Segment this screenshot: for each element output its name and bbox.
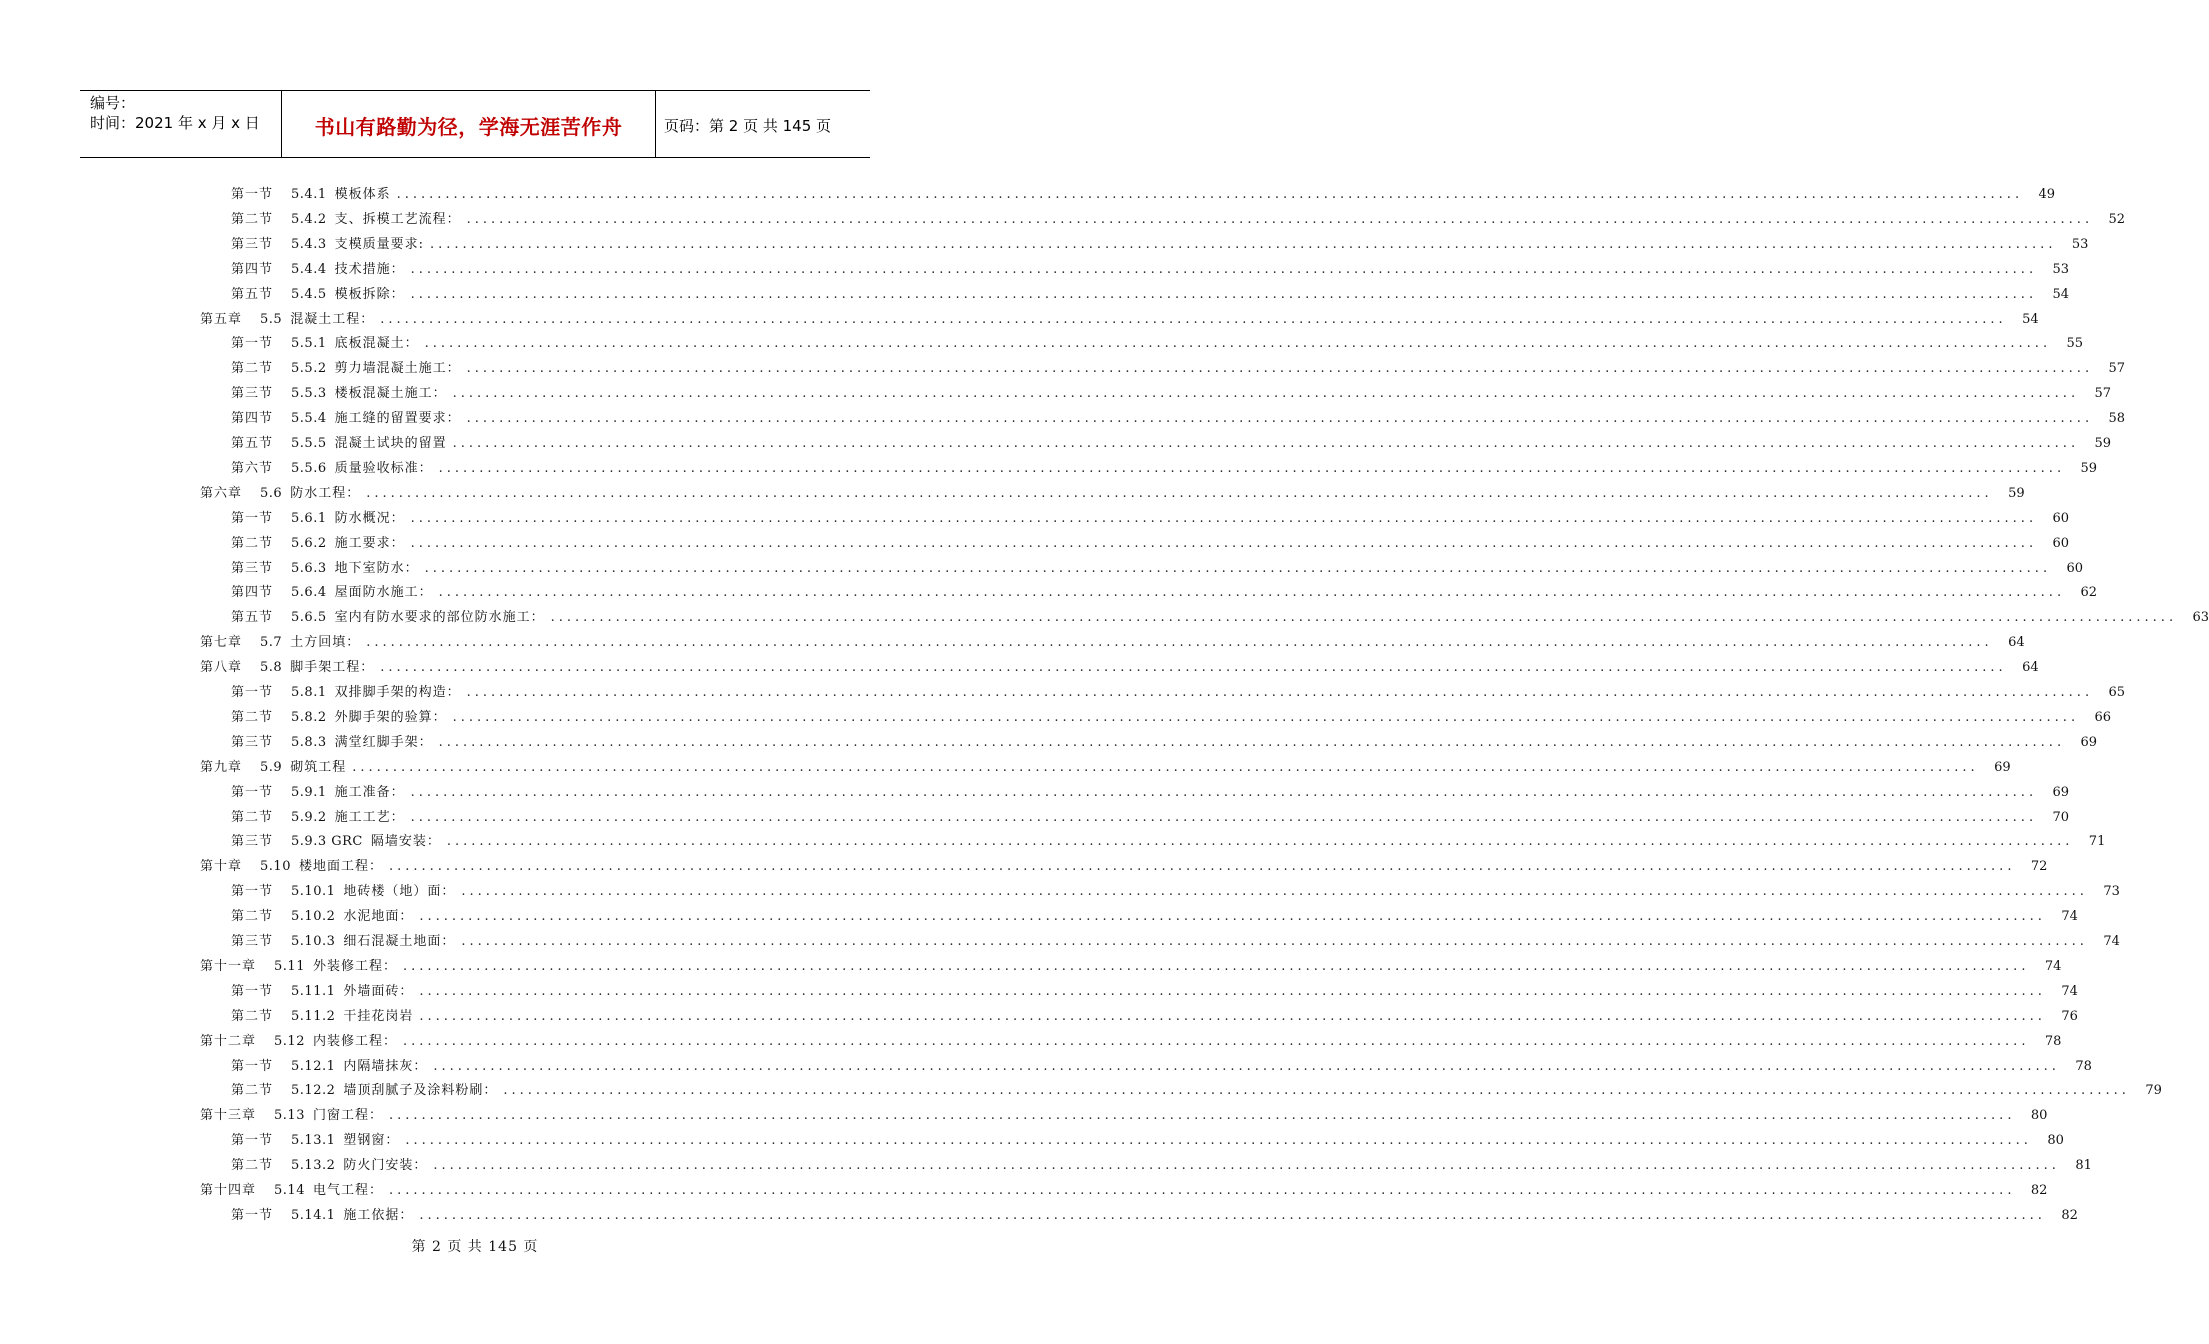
toc-entry[interactable] bbox=[231, 583, 2098, 603]
toc-entry-label: 第二节 bbox=[231, 1158, 274, 1174]
toc-entry-title: 地砖楼（地）面： bbox=[343, 884, 456, 900]
toc-entry-page: 74 bbox=[2044, 958, 2062, 974]
toc-entry[interactable] bbox=[231, 733, 2098, 753]
toc-entry-number: 5.11.1 bbox=[291, 983, 336, 999]
header-top-rule bbox=[80, 90, 870, 91]
toc-entry-title: 满堂红脚手架： bbox=[334, 734, 433, 750]
toc-entry-number: 5.12 bbox=[274, 1033, 305, 1049]
toc-entry-label: 第八章 bbox=[200, 660, 243, 676]
toc-dot-leader: ........................................................................................................................................................................................................ bbox=[461, 934, 2088, 949]
toc-entry-label: 第五节 bbox=[231, 436, 274, 451]
toc-entry-number: 5.12.1 bbox=[291, 1058, 336, 1074]
toc-entry-page: 49 bbox=[2038, 187, 2056, 202]
toc-entry[interactable] bbox=[231, 534, 2070, 554]
toc-entry-label: 第一节 bbox=[231, 1133, 274, 1149]
toc-entry[interactable] bbox=[231, 708, 2112, 728]
toc-entry-page: 81 bbox=[2075, 1158, 2092, 1174]
toc-entry-page: 78 bbox=[2075, 1058, 2092, 1074]
toc-entry-title: 内装修工程： bbox=[312, 1033, 397, 1049]
toc-entry-number: 5.12.2 bbox=[291, 1083, 336, 1099]
toc-entry[interactable] bbox=[231, 409, 2126, 429]
toc-entry-label: 第四节 bbox=[231, 411, 274, 427]
toc-dot-leader: ........................................................................................................................................................................................................ bbox=[424, 336, 2052, 352]
toc-entry[interactable] bbox=[231, 982, 2078, 1002]
toc-entry-number: 5.10.1 bbox=[291, 884, 336, 900]
toc-entry-label: 第五节 bbox=[231, 286, 274, 302]
toc-dot-leader: ........................................................................................................................................................................................................ bbox=[402, 958, 2030, 974]
toc-entry-number: 5.5.3 bbox=[291, 386, 327, 402]
toc-dot-leader: ........................................................................................................................................................................................................ bbox=[452, 709, 2080, 725]
toc-entry[interactable] bbox=[231, 1081, 2162, 1101]
toc-entry[interactable] bbox=[231, 260, 2070, 280]
toc-dot-leader: ........................................................................................................................................................................................................ bbox=[366, 485, 1993, 501]
toc-entry-label: 第一节 bbox=[231, 1058, 274, 1074]
toc-entry-title: 混凝土工程： bbox=[290, 311, 375, 327]
toc-entry-title: 外装修工程： bbox=[312, 958, 397, 974]
toc-entry-page: 60 bbox=[2066, 560, 2084, 576]
toc-entry-label: 第一节 bbox=[231, 187, 274, 202]
toc-dot-leader: ........................................................................................................................................................................................................ bbox=[452, 386, 2080, 402]
toc-entry-page: 64 bbox=[2008, 635, 2025, 651]
toc-entry-title: 塑钢窗： bbox=[343, 1133, 400, 1149]
toc-entry[interactable] bbox=[231, 434, 2112, 454]
toc-entry[interactable] bbox=[231, 608, 2209, 628]
toc-entry-label: 第二节 bbox=[231, 1083, 274, 1099]
toc-entry-number: 5.9.2 bbox=[291, 809, 327, 825]
toc-entry-label: 第四节 bbox=[231, 585, 274, 601]
toc-entry-title: 干挂花岗岩 bbox=[343, 1008, 414, 1024]
toc-entry-number: 5.4.4 bbox=[291, 261, 327, 277]
toc-entry-label: 第一节 bbox=[231, 685, 274, 700]
toc-entry-page: 63 bbox=[2192, 610, 2209, 626]
toc-entry-number: 5.5.4 bbox=[291, 411, 327, 427]
toc-dot-leader: ........................................................................................................................................................................................................ bbox=[410, 784, 2038, 800]
toc-dot-leader: ........................................................................................................................................................................................................ bbox=[410, 510, 2038, 526]
toc-entry[interactable] bbox=[231, 932, 2120, 952]
toc-dot-leader: ........................................................................................................................................................................................................ bbox=[380, 311, 2007, 327]
toc-dot-leader: ........................................................................................................................................................................................................ bbox=[410, 809, 2038, 825]
toc-entry-label: 第二节 bbox=[231, 809, 274, 825]
toc-entry-title: 双排脚手架的构造： bbox=[334, 685, 461, 700]
toc-entry-title: 屋面防水施工： bbox=[334, 585, 433, 601]
toc-entry[interactable] bbox=[200, 310, 2039, 330]
toc-entry-page: 74 bbox=[2061, 909, 2078, 925]
toc-entry-title: 底板混凝土： bbox=[334, 336, 419, 352]
toc-entry-label: 第一节 bbox=[231, 784, 274, 800]
toc-entry-label: 第二节 bbox=[231, 709, 274, 725]
toc-dot-leader: ........................................................................................................................................................................................................ bbox=[466, 211, 2094, 227]
toc-entry-page: 69 bbox=[2080, 734, 2098, 750]
toc-entry-number: 5.11.2 bbox=[291, 1008, 336, 1024]
toc-dot-leader: ........................................................................................................................................................................................................ bbox=[410, 261, 2038, 277]
toc-entry[interactable] bbox=[231, 334, 2084, 354]
toc-entry-page: 74 bbox=[2061, 983, 2078, 999]
toc-dot-leader: ........................................................................................................................................................................................................ bbox=[388, 1108, 2016, 1124]
toc-entry-title: 技术措施： bbox=[334, 261, 405, 277]
toc-dot-leader: ........................................................................................................................................................................................................ bbox=[452, 436, 2080, 451]
toc-entry-title: 支、拆模工艺流程： bbox=[334, 211, 461, 227]
toc-entry-title: 楼地面工程： bbox=[298, 859, 383, 875]
toc-dot-leader: ........................................................................................................................................................................................................ bbox=[433, 1158, 2060, 1174]
toc-entry-page: 72 bbox=[2030, 859, 2048, 875]
toc-entry-number: 5.14.1 bbox=[291, 1207, 336, 1223]
toc-entry-page: 59 bbox=[2080, 460, 2098, 476]
toc-dot-leader: ........................................................................................................................................................................................................ bbox=[419, 1008, 2046, 1024]
toc-dot-leader: ........................................................................................................................................................................................................ bbox=[419, 909, 2046, 925]
toc-entry-page: 58 bbox=[2108, 411, 2126, 427]
toc-entry[interactable] bbox=[200, 1181, 2048, 1201]
toc-entry-page: 69 bbox=[2052, 784, 2070, 800]
toc-entry-label: 第二节 bbox=[231, 211, 274, 227]
toc-entry-title: 支模质量要求: bbox=[334, 236, 424, 252]
toc-entry-label: 第十三章 bbox=[200, 1108, 257, 1124]
toc-entry-title: 防水工程： bbox=[290, 485, 361, 501]
toc-entry-label: 第二节 bbox=[231, 535, 274, 551]
toc-dot-leader: ........................................................................................................................................................................................................ bbox=[352, 759, 1979, 775]
toc-dot-leader: ........................................................................................................................................................................................................ bbox=[410, 535, 2038, 551]
toc-entry-page: 55 bbox=[2066, 336, 2084, 352]
toc-dot-leader: ........................................................................................................................................................................................................ bbox=[466, 411, 2094, 427]
toc-entry-number: 5.10.2 bbox=[291, 909, 336, 925]
toc-entry-label: 第六节 bbox=[231, 460, 274, 476]
toc-entry-label: 第三节 bbox=[231, 734, 274, 750]
toc-entry[interactable] bbox=[200, 857, 2048, 877]
toc-entry-page: 73 bbox=[2103, 884, 2120, 900]
toc-entry[interactable] bbox=[231, 882, 2120, 902]
toc-entry-label: 第一节 bbox=[231, 884, 274, 900]
toc-entry-number: 5.14 bbox=[274, 1183, 305, 1198]
toc-entry-label: 第三节 bbox=[231, 834, 274, 850]
toc-dot-leader: ........................................................................................................................................................................................................ bbox=[419, 983, 2046, 999]
toc-entry-label: 第七章 bbox=[200, 635, 243, 651]
toc-entry-label: 第二节 bbox=[231, 909, 274, 925]
toc-entry-label: 第四节 bbox=[231, 261, 274, 277]
toc-entry[interactable] bbox=[231, 235, 2089, 255]
toc-entry[interactable] bbox=[231, 1131, 2064, 1151]
toc-entry[interactable] bbox=[231, 210, 2126, 230]
toc-dot-leader: ........................................................................................................................................................................................................ bbox=[461, 884, 2088, 900]
toc-entry-title: 水泥地面： bbox=[343, 909, 414, 925]
toc-entry-title: 门窗工程： bbox=[312, 1108, 383, 1124]
toc-entry-page: 59 bbox=[2008, 485, 2025, 501]
header-bottom-rule bbox=[80, 157, 870, 158]
toc-entry[interactable] bbox=[231, 1007, 2078, 1027]
toc-entry-title: 墙顶刮腻子及涂料粉刷： bbox=[343, 1083, 498, 1099]
toc-entry-label: 第十章 bbox=[200, 859, 243, 875]
toc-entry-title: 施工依据： bbox=[343, 1207, 414, 1223]
toc-entry-title: 电气工程： bbox=[312, 1183, 383, 1198]
toc-dot-leader: ........................................................................................................................................................................................................ bbox=[380, 660, 2007, 676]
toc-entry-title: 模板拆除： bbox=[334, 286, 405, 302]
toc-entry-number: 5.8.1 bbox=[291, 685, 327, 700]
toc-entry-title: 施工缝的留置要求： bbox=[334, 411, 461, 427]
time-label: 时间：2021 年 x 月 x 日 bbox=[90, 114, 260, 132]
toc-dot-leader: ........................................................................................................................................................................................................ bbox=[366, 635, 1993, 651]
toc-entry-number: 5.9.1 bbox=[291, 784, 327, 800]
toc-entry-page: 76 bbox=[2061, 1008, 2078, 1024]
toc-entry-label: 第十二章 bbox=[200, 1033, 257, 1049]
toc-entry-page: 80 bbox=[2030, 1108, 2048, 1124]
toc-entry-title: 地下室防水： bbox=[334, 560, 419, 576]
toc-entry-number: 5.4.2 bbox=[291, 211, 327, 227]
toc-entry-number: 5.4.3 bbox=[291, 236, 327, 252]
toc-entry-title: 内隔墙抹灰： bbox=[343, 1058, 428, 1074]
toc-dot-leader: ........................................................................................................................................................................................................ bbox=[429, 236, 2057, 252]
toc-entry-page: 78 bbox=[2044, 1033, 2062, 1049]
toc-entry-title: 施工准备： bbox=[334, 784, 405, 800]
toc-entry-number: 5.5.2 bbox=[291, 361, 327, 377]
toc-entry-label: 第三节 bbox=[231, 560, 274, 576]
toc-dot-leader: ........................................................................................................................................................................................................ bbox=[438, 734, 2066, 750]
serial-label: 编号： bbox=[90, 94, 136, 112]
toc-entry-page: 57 bbox=[2108, 361, 2126, 377]
toc-entry-number: 5.8 bbox=[260, 660, 283, 676]
toc-entry-label: 第一节 bbox=[231, 983, 274, 999]
toc-entry-number: 5.9 bbox=[260, 759, 283, 775]
toc-entry-label: 第五章 bbox=[200, 311, 243, 327]
toc-entry-page: 82 bbox=[2030, 1183, 2048, 1198]
toc-dot-leader: ........................................................................................................................................................................................................ bbox=[388, 1183, 2016, 1198]
toc-entry[interactable] bbox=[200, 957, 2062, 977]
toc-entry-page: 60 bbox=[2052, 535, 2070, 551]
toc-entry-label: 第一节 bbox=[231, 336, 274, 352]
toc-entry[interactable] bbox=[231, 359, 2126, 379]
toc-entry-label: 第五节 bbox=[231, 610, 274, 626]
toc-entry-number: 5.9.3 GRC bbox=[291, 834, 363, 850]
toc-entry-number: 5.4.5 bbox=[291, 286, 327, 302]
header-page-label: 页码：第 2 页 共 145 页 bbox=[664, 117, 832, 135]
toc-entry-page: 57 bbox=[2094, 386, 2112, 402]
toc-entry[interactable] bbox=[231, 285, 2070, 305]
toc-entry-number: 5.6 bbox=[260, 485, 283, 501]
toc-entry-number: 5.5.5 bbox=[291, 436, 327, 451]
toc-entry-number: 5.6.2 bbox=[291, 535, 327, 551]
toc-entry-label: 第三节 bbox=[231, 386, 274, 402]
toc-entry-title: 模板体系 bbox=[334, 187, 391, 202]
toc-entry[interactable] bbox=[231, 1206, 2078, 1226]
toc-dot-leader: ........................................................................................................................................................................................................ bbox=[446, 834, 2074, 850]
toc-entry-page: 53 bbox=[2071, 236, 2089, 252]
toc-entry-page: 62 bbox=[2080, 585, 2098, 601]
toc-entry[interactable] bbox=[231, 1057, 2092, 1077]
toc-entry-page: 71 bbox=[2088, 834, 2106, 850]
toc-entry-label: 第二节 bbox=[231, 361, 274, 377]
toc-entry-title: 隔墙安装： bbox=[370, 834, 441, 850]
toc-entry-title: 混凝土试块的留置 bbox=[334, 436, 447, 451]
toc-entry[interactable] bbox=[200, 658, 2039, 678]
toc-entry-number: 5.7 bbox=[260, 635, 283, 651]
toc-entry-number: 5.5.1 bbox=[291, 336, 327, 352]
toc-entry[interactable] bbox=[231, 509, 2070, 529]
toc-entry-number: 5.11 bbox=[274, 958, 305, 974]
toc-entry-number: 5.13.1 bbox=[291, 1133, 336, 1149]
toc-entry-number: 5.10.3 bbox=[291, 934, 336, 949]
toc-entry-title: 砌筑工程 bbox=[290, 759, 347, 775]
toc-entry[interactable] bbox=[200, 1106, 2048, 1126]
toc-entry-number: 5.8.3 bbox=[291, 734, 327, 750]
toc-entry-title: 楼板混凝土施工： bbox=[334, 386, 447, 402]
toc-dot-leader: ........................................................................................................................................................................................................ bbox=[396, 187, 2024, 202]
toc-entry[interactable] bbox=[231, 832, 2106, 852]
toc-entry-title: 质量验收标准： bbox=[334, 460, 433, 476]
toc-entry-page: 65 bbox=[2108, 685, 2126, 700]
toc-entry-number: 5.5.6 bbox=[291, 460, 327, 476]
header-meta bbox=[90, 93, 280, 133]
toc-entry-title: 施工工艺： bbox=[334, 809, 405, 825]
page-footer: 第 2 页 共 145 页 bbox=[411, 1239, 539, 1255]
toc-entry-page: 82 bbox=[2061, 1207, 2078, 1223]
toc-dot-leader: ........................................................................................................................................................................................................ bbox=[503, 1083, 2130, 1099]
toc-entry-page: 79 bbox=[2145, 1083, 2162, 1099]
toc-entry-number: 5.13.2 bbox=[291, 1158, 336, 1174]
toc-entry-page: 70 bbox=[2052, 809, 2070, 825]
toc-entry-label: 第十一章 bbox=[200, 958, 257, 974]
toc-entry-number: 5.10 bbox=[260, 859, 291, 875]
toc-entry[interactable] bbox=[200, 484, 2025, 504]
toc-entry-title: 室内有防水要求的部位防水施工： bbox=[334, 610, 545, 626]
toc-entry-number: 5.6.1 bbox=[291, 510, 327, 526]
toc-entry[interactable] bbox=[231, 783, 2070, 803]
toc-dot-leader: ........................................................................................................................................................................................................ bbox=[438, 460, 2066, 476]
toc-entry-number: 5.6.5 bbox=[291, 610, 327, 626]
toc-dot-leader: ........................................................................................................................................................................................................ bbox=[424, 560, 2052, 576]
toc-dot-leader: ........................................................................................................................................................................................................ bbox=[388, 859, 2016, 875]
toc-dot-leader: ........................................................................................................................................................................................................ bbox=[419, 1207, 2046, 1223]
toc-entry[interactable] bbox=[231, 907, 2078, 927]
toc-entry-label: 第二节 bbox=[231, 1008, 274, 1024]
toc-entry-number: 5.8.2 bbox=[291, 709, 327, 725]
toc-entry-label: 第三节 bbox=[231, 236, 274, 252]
toc-entry-number: 5.13 bbox=[274, 1108, 305, 1124]
toc-dot-leader: ........................................................................................................................................................................................................ bbox=[466, 361, 2094, 377]
toc-entry[interactable] bbox=[231, 683, 2126, 703]
toc-entry-title: 脚手架工程： bbox=[290, 660, 375, 676]
header-motto: 书山有路勤为径，学海无涯苦作舟 bbox=[314, 115, 623, 139]
toc-dot-leader: ........................................................................................................................................................................................................ bbox=[433, 1058, 2060, 1074]
toc-entry[interactable] bbox=[231, 1156, 2092, 1176]
toc-entry-label: 第六章 bbox=[200, 485, 243, 501]
toc-entry-page: 60 bbox=[2052, 510, 2070, 526]
toc-entry-label: 第九章 bbox=[200, 759, 243, 775]
toc-dot-leader: ........................................................................................................................................................................................................ bbox=[550, 610, 2178, 626]
toc-entry[interactable] bbox=[200, 1032, 2062, 1052]
toc-entry-title: 外墙面砖： bbox=[343, 983, 414, 999]
toc-entry-title: 细石混凝土地面： bbox=[343, 934, 456, 949]
toc-entry-page: 66 bbox=[2094, 709, 2112, 725]
toc-entry-title: 土方回填： bbox=[290, 635, 361, 651]
toc-entry-number: 5.6.4 bbox=[291, 585, 327, 601]
toc-entry-title: 防火门安装： bbox=[343, 1158, 428, 1174]
toc-entry[interactable] bbox=[231, 459, 2098, 479]
toc-dot-leader: ........................................................................................................................................................................................................ bbox=[402, 1033, 2030, 1049]
toc-entry[interactable] bbox=[231, 808, 2070, 828]
toc-entry-number: 5.6.3 bbox=[291, 560, 327, 576]
toc-entry-page: 54 bbox=[2052, 286, 2070, 302]
toc-entry[interactable] bbox=[231, 559, 2084, 579]
toc-entry-page: 54 bbox=[2022, 311, 2039, 327]
toc-entry-page: 52 bbox=[2108, 211, 2126, 227]
toc-entry-label: 第一节 bbox=[231, 1207, 274, 1223]
toc-entry-title: 施工要求： bbox=[334, 535, 405, 551]
toc-entry-number: 5.5 bbox=[260, 311, 283, 327]
toc-entry-title: 剪力墙混凝土施工： bbox=[334, 361, 461, 377]
toc-entry-label: 第十四章 bbox=[200, 1183, 257, 1198]
toc-dot-leader: ........................................................................................................................................................................................................ bbox=[466, 685, 2094, 700]
toc-entry-page: 59 bbox=[2094, 436, 2112, 451]
toc-entry-page: 74 bbox=[2103, 934, 2120, 949]
toc-entry-title: 防水概况： bbox=[334, 510, 405, 526]
toc-dot-leader: ........................................................................................................................................................................................................ bbox=[410, 286, 2038, 302]
toc-entry-number: 5.4.1 bbox=[291, 187, 327, 202]
header-divider-right bbox=[655, 90, 656, 158]
toc-entry[interactable] bbox=[231, 384, 2112, 404]
toc-entry-label: 第三节 bbox=[231, 934, 274, 949]
toc-entry-page: 53 bbox=[2052, 261, 2070, 277]
toc-entry-label: 第一节 bbox=[231, 510, 274, 526]
toc-dot-leader: ........................................................................................................................................................................................................ bbox=[405, 1133, 2032, 1149]
toc-dot-leader: ........................................................................................................................................................................................................ bbox=[438, 585, 2066, 601]
toc-entry-page: 69 bbox=[1994, 759, 2011, 775]
toc-entry-title: 外脚手架的验算： bbox=[334, 709, 447, 725]
toc-entry[interactable] bbox=[200, 758, 2011, 778]
toc-entry[interactable] bbox=[200, 633, 2025, 653]
toc-entry-page: 64 bbox=[2022, 660, 2039, 676]
toc-entry-page: 80 bbox=[2047, 1133, 2064, 1149]
toc-entry[interactable] bbox=[231, 185, 2056, 205]
